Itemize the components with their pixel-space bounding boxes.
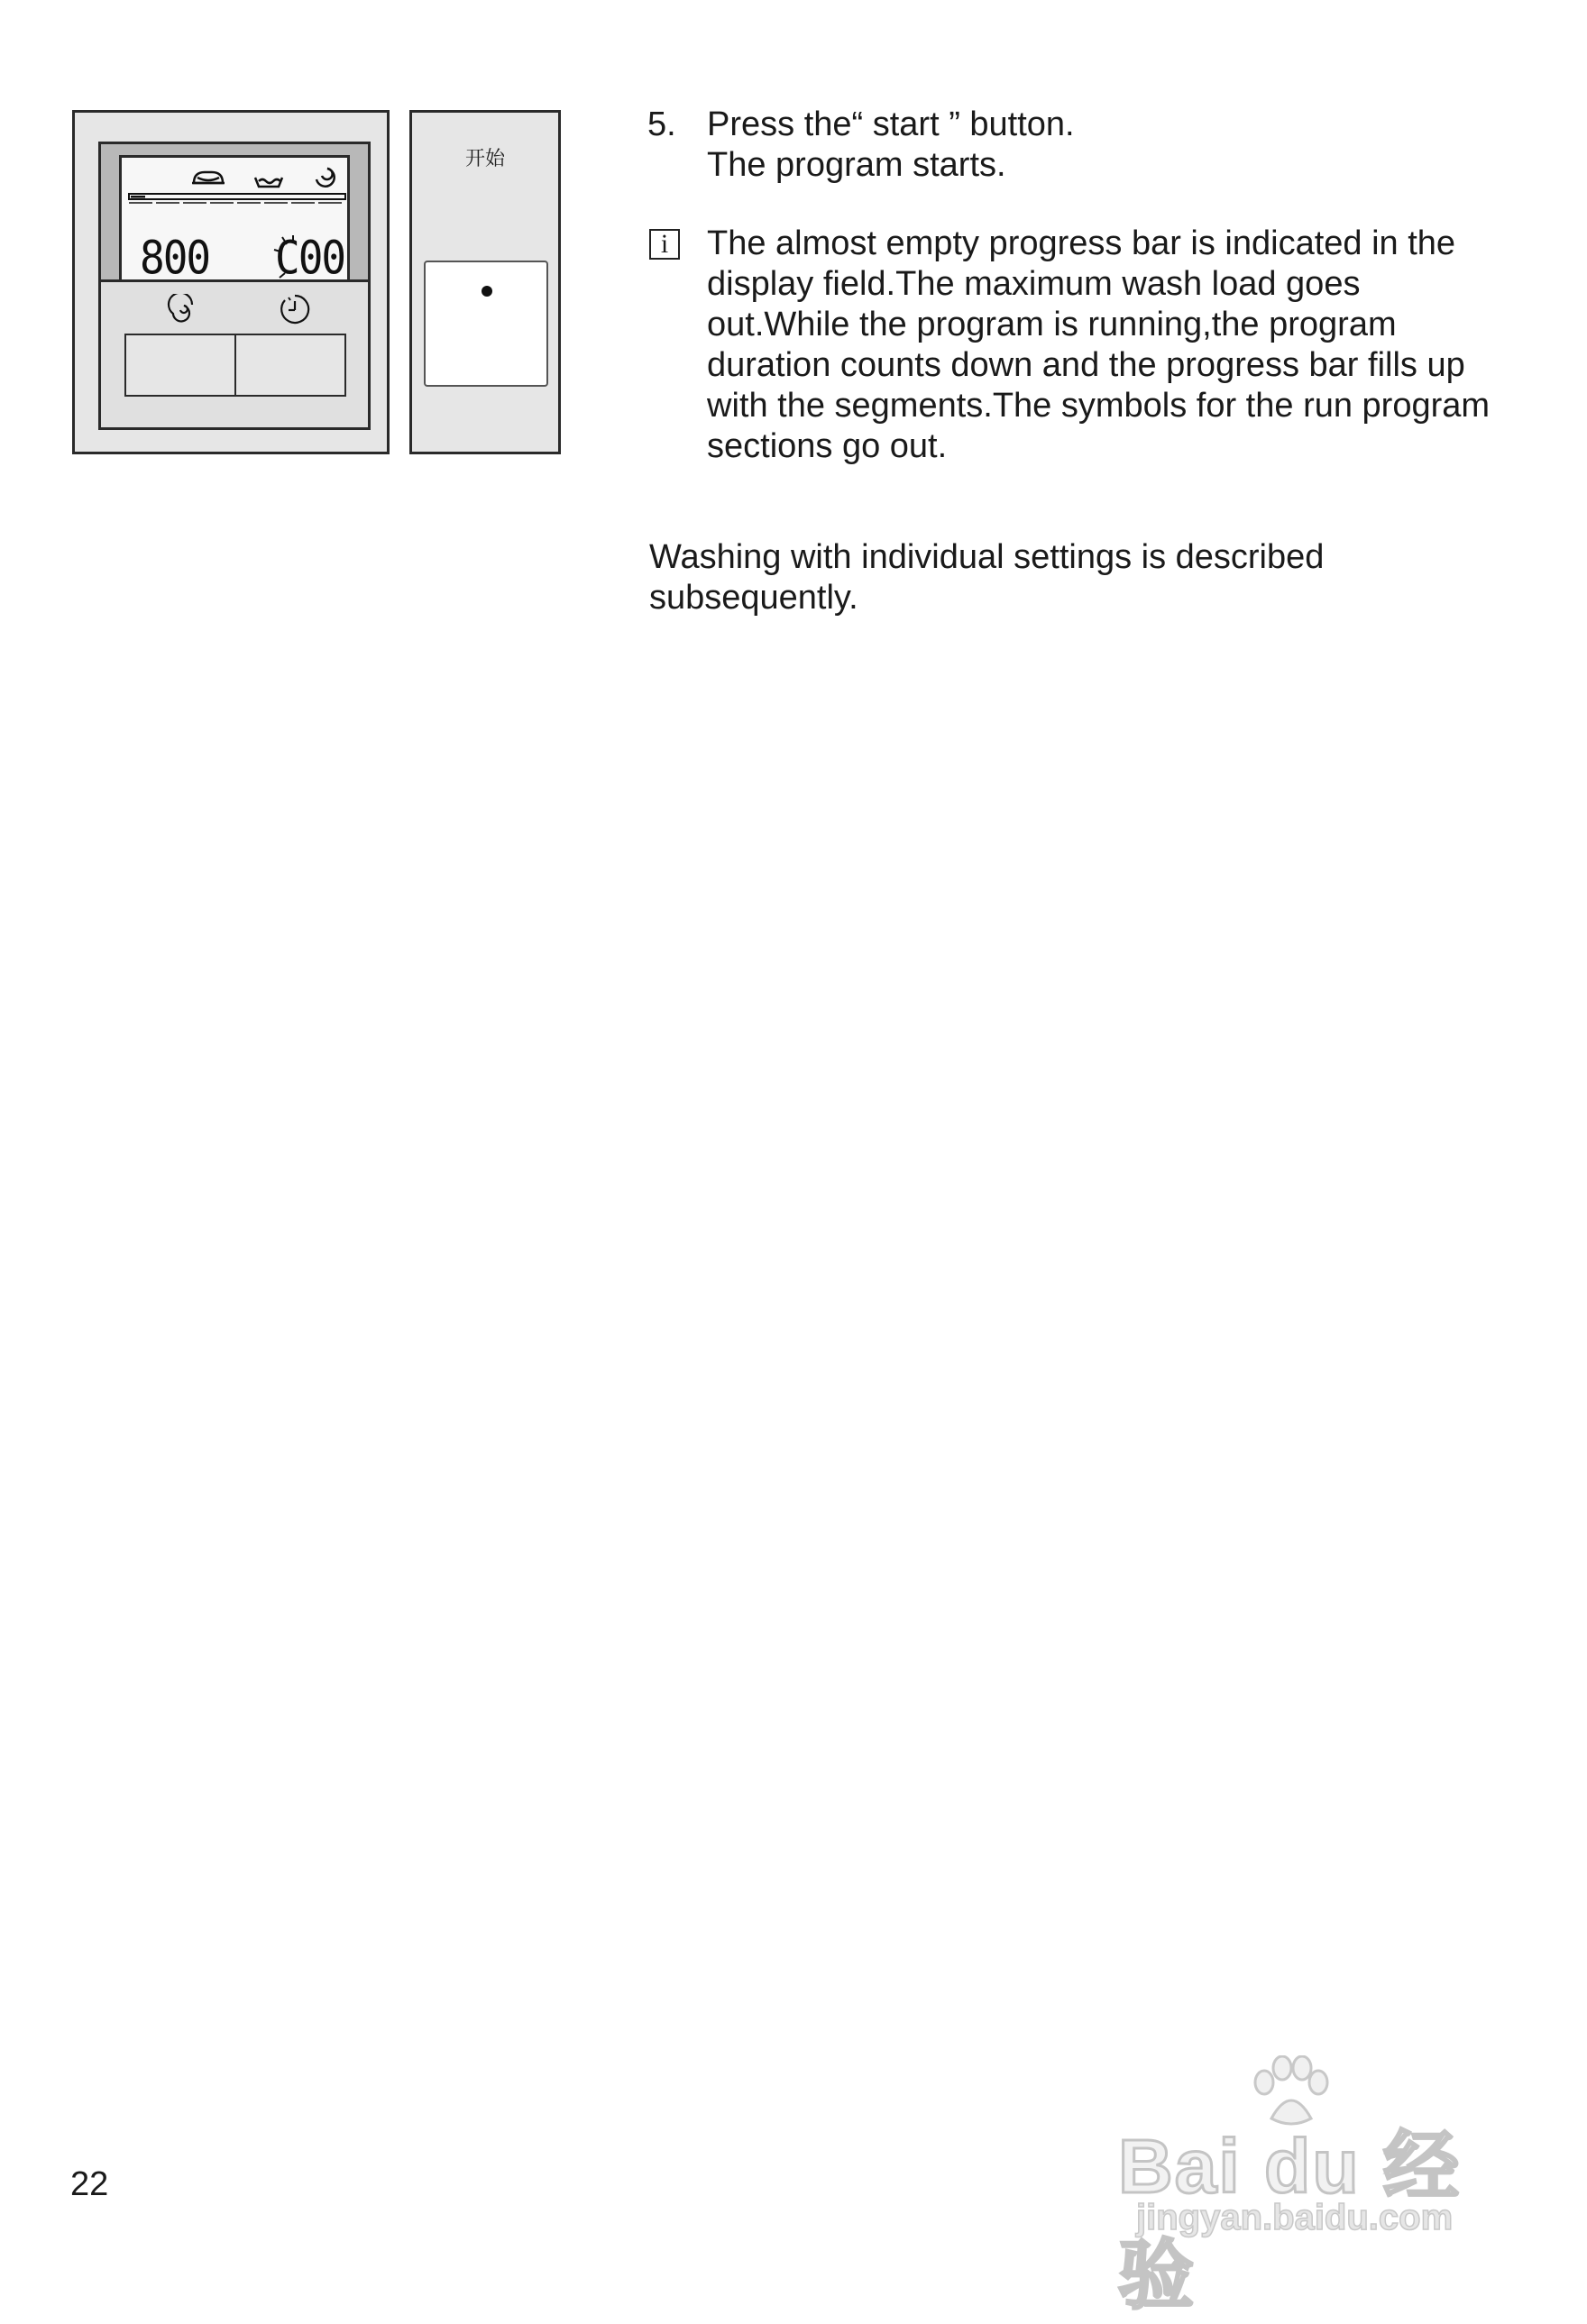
step-body: [707, 105, 1518, 186]
watermark-brand: Bai du 经验: [1118, 2124, 1462, 2318]
follow-up-note: Washing with individual settings is described subsequently.: [649, 538, 1325, 617]
baidu-watermark: [1118, 2055, 1497, 2318]
soak-icon: [192, 172, 225, 183]
timer-button-icon: [278, 292, 312, 326]
lcd-display: [119, 155, 350, 285]
step-instruction: Press the“ start ” button.: [707, 105, 1075, 143]
start-button[interactable]: [424, 261, 548, 387]
info-icon: i: [649, 229, 680, 260]
progress-bar: [129, 194, 345, 203]
step-number: 5.: [647, 105, 676, 143]
display-frame: [101, 144, 368, 285]
option-buttons: [124, 334, 346, 397]
page-number: 22: [70, 2165, 109, 2203]
spin-icon: [316, 169, 335, 187]
step-result: The program starts.: [707, 146, 1006, 184]
watermark-url: jingyan.baidu.com: [1136, 2198, 1454, 2237]
control-panel-illustration: [72, 110, 390, 454]
time-readout: C00: [275, 231, 345, 285]
start-panel-illustration: [409, 110, 561, 454]
timer-button[interactable]: [234, 335, 344, 395]
control-panel-inner: [98, 142, 371, 430]
speed-readout: 800: [140, 231, 210, 285]
spin-button-icon: [164, 294, 197, 326]
wash-icon: [255, 178, 282, 187]
start-indicator-dot: [482, 286, 492, 297]
info-text: The almost empty progress bar is indicated in the display field.The maximum wash load goes out.While the program is running,the program duration counts down and the progress bar fills up with the segments.The symbols for the run program sections go out.: [707, 224, 1491, 465]
spin-button[interactable]: [126, 335, 234, 395]
start-label: 开始: [464, 148, 505, 170]
